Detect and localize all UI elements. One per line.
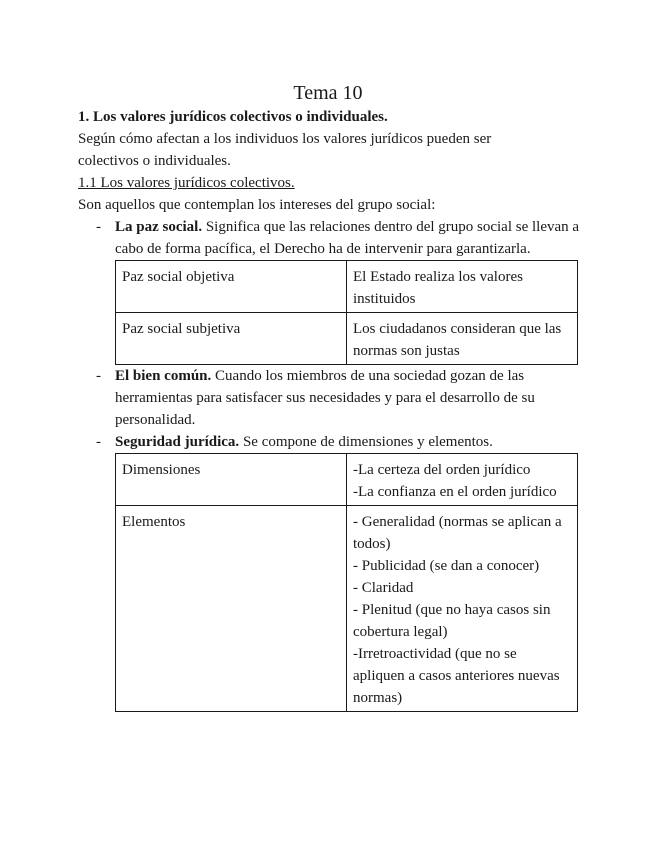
list-bullet: - <box>96 368 101 384</box>
paz-social-table <box>115 260 578 365</box>
list-item-term: El bien común. <box>115 368 212 384</box>
table-cell-value: El Estado realiza los valores instituidos <box>347 261 578 313</box>
list-item-bien-comun <box>78 365 588 431</box>
document-content <box>78 80 588 712</box>
subsection-heading: 1.1 Los valores jurídicos colectivos. <box>78 175 295 191</box>
table-cell-label: Paz social subjetiva <box>116 313 347 365</box>
section-heading: 1. Los valores jurídicos colectivos o individuales. <box>78 109 388 125</box>
element-line: - Generalidad (normas se aplican a todos) <box>353 514 562 552</box>
section-intro: Según cómo afectan a los individuos los valores jurídicos pueden ser colectivos o individuales. <box>78 131 492 169</box>
list-item-text: Se compone de dimensiones y elementos. <box>239 434 493 450</box>
list-item-paz-social <box>78 216 588 260</box>
subsection-intro: Son aquellos que contemplan los intereses del grupo social: <box>78 197 436 213</box>
list-item-text: Cuando los miembros de una sociedad gozan de las herramientas para satisfacer sus necesidades y para el desarrollo de su personalidad. <box>115 368 535 428</box>
table-cell-value: Los ciudadanos consideran que las normas son justas <box>347 313 578 365</box>
dimension-line: -La confianza en el orden jurídico <box>353 484 557 500</box>
element-line: -Irretroactividad (que no se apliquen a casos anteriores nuevas normas) <box>353 646 560 706</box>
table-cell-label: Elementos <box>116 506 347 712</box>
list-item-text: Significa que las relaciones dentro del grupo social se llevan a cabo de forma pacífica, el Derecho ha de intervenir para garantizarla. <box>115 219 580 257</box>
list-item-term: Seguridad jurídica. <box>115 434 240 450</box>
page-title: Tema 10 <box>293 82 363 104</box>
element-line: - Publicidad (se dan a conocer) <box>353 558 540 574</box>
element-line: - Claridad <box>353 580 414 596</box>
table-row <box>116 261 578 313</box>
list-bullet: - <box>96 434 101 450</box>
element-line: - Plenitud (que no haya casos sin cobertura legal) <box>353 602 551 640</box>
table-cell-label: Paz social objetiva <box>116 261 347 313</box>
list-item-seguridad-juridica <box>78 431 588 453</box>
table-row <box>116 506 578 712</box>
table-row <box>116 313 578 365</box>
list-bullet: - <box>96 219 101 235</box>
dimension-line: -La certeza del orden jurídico <box>353 462 531 478</box>
seguridad-juridica-table <box>115 453 578 712</box>
table-cell-value <box>347 454 578 506</box>
table-cell-value <box>347 506 578 712</box>
table-row <box>116 454 578 506</box>
list-item-term: La paz social. <box>115 219 203 235</box>
table-cell-label: Dimensiones <box>116 454 347 506</box>
